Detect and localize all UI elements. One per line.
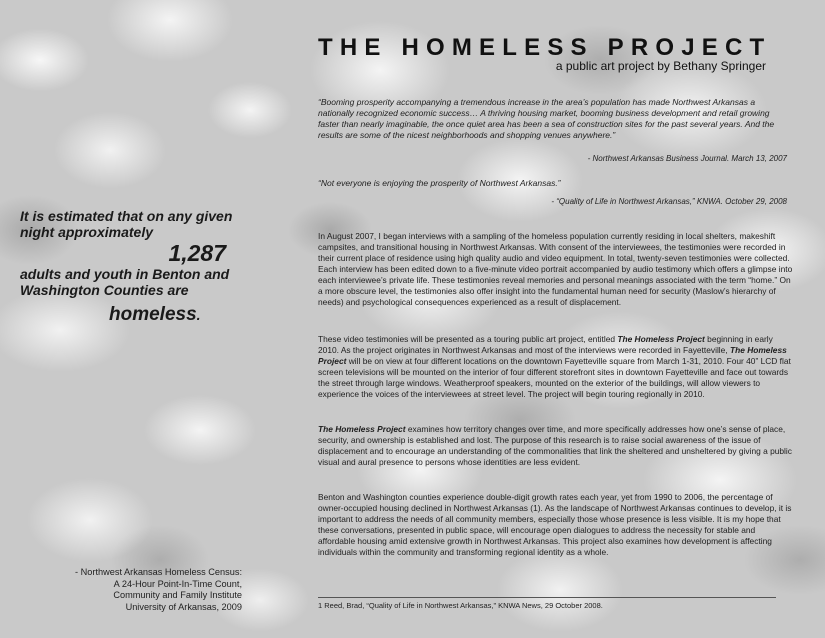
body-text-span: will be on view at four different locations on the downtown Fayetteville square from March 1-31, 2010. Four 40” LCD flat screen televisions will be mounted on the interior of four different storefront sites in downtown Fayetteville and face out towards the street through large windows. Weatherproof speakers, mounted on the exterior of the buildings, will allow viewers to experience the voices of the interviewees at street level. The project will begin touring regionally in 2010. xyxy=(318,356,791,399)
footnote-divider xyxy=(318,597,776,598)
business-journal-quote: “Booming prosperity accompanying a tremendous increase in the area’s population has made Northwest Arkansas a nationally recognized economic success… A thriving housing market, booming business development and retail growing faster than nearly imaginable, the once quiet area has been a sea of construction sites for the past several years. And the results are some of the nicest neighborhoods and shopping venues anywhere.” xyxy=(318,97,775,140)
homeless-word xyxy=(20,304,260,326)
body-paragraph-growth: Benton and Washington counties experience double-digit growth rates each year, yet from 1990 to 2006, the percentage of owner-occupied housing declined in Northwest Arkansas (1). As the landscape of Northwest Arkansas continues to develop, it is important to address the needs of all community members, especially those whose presence is less visible. It is my hope that these conversations, presented in public space, will encourage open dialogues to address the necessity for stable and affordable housing amid extensive growth in Northwest Arkansas. This project also examines how development is affecting individuals within the community and transforming regional identity as a whole. xyxy=(318,492,792,557)
stat-line: adults and youth in Benton and xyxy=(20,266,230,282)
homeless-count: 1,287 xyxy=(168,240,226,266)
page-subtitle: a public art project by Bethany Springer xyxy=(555,59,766,73)
stat-line: It is estimated that on any given xyxy=(20,208,233,224)
census-line: - Northwest Arkansas Homeless Census: xyxy=(75,567,242,577)
body-paragraph-purpose xyxy=(318,424,794,468)
knwa-quote: “Not everyone is enjoying the prosperity of Northwest Arkansas.” xyxy=(318,178,561,188)
body-paragraph-interviews: In August 2007, I began interviews with a sampling of the homeless population currently residing in local shelters, makeshift campsites, and transitional housing in Northwest Arkansas. With consent of the interviewees, the testimonies were recorded in their current place of residence using high quality audio and video equipment. In total, twenty-seven testimonies were collected. Each interview has been edited down to a five-minute video portrait accompanied by audio testimony which offers a glimpse into each interviewee’s private life. These testimonies reveal memories and personal meanings associated with the term “home.” On a more obscure level, the testimonies also offer insight into the fundamental human need for security (Maslow’s hierarchy of needs) and psychological consequences experienced as a result of displacement. xyxy=(318,231,793,307)
body-paragraph-presentation xyxy=(318,334,794,400)
homeless-period: . xyxy=(196,307,201,323)
body-text-span: These video testimonies will be presented as a touring public art project, entitled xyxy=(318,334,618,344)
business-journal-attribution: - Northwest Arkansas Business Journal. March 13, 2007 xyxy=(587,154,787,163)
census-line: Community and Family Institute xyxy=(113,590,242,600)
stat-line: night approximately xyxy=(20,224,154,240)
body-text-span: examines how territory changes over time, and more specifically addresses how one’s sense of place, security, and ownership is established and lost. The purpose of this research is to raise social awareness of the issue of displacement and to encourage an understanding of the commonalities that link the sheltered and unsheltered by giving a public visual and aural presence to persons whose identities are less evident. xyxy=(318,424,792,467)
project-name-emphasis: The Homeless Project xyxy=(617,334,705,344)
stat-line: Washington Counties are xyxy=(20,282,189,298)
homeless-emphasis: homeless xyxy=(109,304,197,325)
project-name-emphasis: The Homeless Project xyxy=(318,424,406,434)
knwa-attribution: - “Quality of Life in Northwest Arkansas,” KNWA. October 29, 2008 xyxy=(551,197,787,206)
census-source xyxy=(20,567,242,613)
body-text-span: beginning in early 2010. As the project originates in Northwest Arkansas and most of the interviews were recorded in Fayetteville, xyxy=(318,334,773,355)
census-line: A 24-Hour Point-In-Time Count, xyxy=(113,578,242,589)
census-line: University of Arkansas, 2009 xyxy=(125,601,242,612)
homeless-statistic xyxy=(20,208,260,326)
page-title: THE HOMELESS PROJECT xyxy=(318,34,772,61)
footnote: 1 Reed, Brad, “Quality of Life in Northwest Arkansas,” KNWA News, 29 October 2008. xyxy=(318,601,603,610)
project-name-emphasis: The Homeless Project xyxy=(318,345,787,366)
